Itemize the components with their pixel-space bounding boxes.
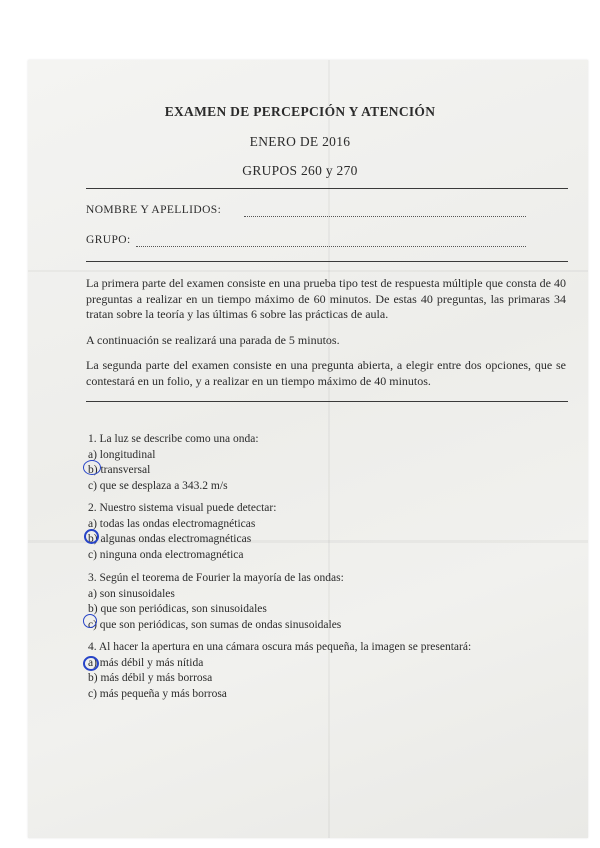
answer-option-a[interactable]: a) más débil y más nítida xyxy=(88,656,204,669)
question-4 xyxy=(88,640,471,702)
name-field-label: NOMBRE Y APELLIDOS: xyxy=(86,204,222,216)
answer-option-b[interactable]: b) algunas ondas electromagnéticas xyxy=(88,533,252,545)
question-2 xyxy=(88,501,276,563)
exam-date: ENERO DE 2016 xyxy=(249,134,351,149)
group-field-label: GRUPO: xyxy=(86,234,131,246)
question-text: 1. La luz se describe como una onda: xyxy=(88,433,259,445)
answer-circle-mark xyxy=(83,656,99,671)
answer-option-a[interactable]: a) todas las ondas electromagnéticas xyxy=(88,517,256,530)
answer-option-b[interactable]: b) transversal xyxy=(88,464,151,476)
name-field-line[interactable] xyxy=(244,216,526,217)
instructions-part-two: La segunda parte del examen consiste en una pregunta abierta, a elegir entre dos opciones, que se contestará en un folio, y a realizar en un tiempo máximo de 40 minutos. xyxy=(86,358,566,388)
exam-title: EXAMEN DE PERCEPCIÓN Y ATENCIÓN xyxy=(164,104,436,119)
answer-option-a[interactable]: a) son sinusoidales xyxy=(88,587,175,600)
answer-option-c[interactable]: c) más pequeña y más borrosa xyxy=(88,687,227,700)
answer-option-a[interactable]: a) longitudinal xyxy=(88,448,156,461)
question-1 xyxy=(88,432,259,494)
answer-option-b[interactable]: b) más débil y más borrosa xyxy=(88,672,213,684)
question-3 xyxy=(88,571,344,633)
question-text: 2. Nuestro sistema visual puede detectar: xyxy=(88,502,277,514)
answer-circle-mark xyxy=(83,460,101,475)
answer-option-c[interactable]: c) que se desplaza a 343.2 m/s xyxy=(88,479,228,492)
answer-circle-mark xyxy=(84,529,99,544)
answer-option-b[interactable]: b) que son periódicas, son sinusoidales xyxy=(88,603,267,615)
divider xyxy=(86,261,568,262)
divider xyxy=(86,401,568,402)
question-text: 4. Al hacer la apertura en una cámara oscura más pequeña, la imagen se presentará: xyxy=(88,641,472,653)
instructions-part-one: La primera parte del examen consiste en una prueba tipo test de respuesta múltiple que consta de 40 preguntas a realizar en un tiempo máximo de 60 minutos. De estas 40 preguntas, las primaras 34 tratan sobre la teoría y las últimas 6 sobre las prácticas de aula. xyxy=(86,276,566,321)
exam-groups: GRUPOS 260 y 270 xyxy=(242,163,358,178)
answer-circle-mark xyxy=(83,614,97,628)
answer-option-c[interactable]: c) ninguna onda electromagnética xyxy=(88,548,244,561)
divider xyxy=(86,188,568,189)
instructions-break: A continuación se realizará una parada de 5 minutos. xyxy=(86,333,340,347)
question-text: 3. Según el teorema de Fourier la mayoría de las ondas: xyxy=(88,572,344,584)
group-field-line[interactable] xyxy=(136,246,526,247)
answer-option-c[interactable]: c) que son periódicas, son sumas de ondas sinusoidales xyxy=(88,618,342,631)
paper-crease xyxy=(28,270,588,272)
